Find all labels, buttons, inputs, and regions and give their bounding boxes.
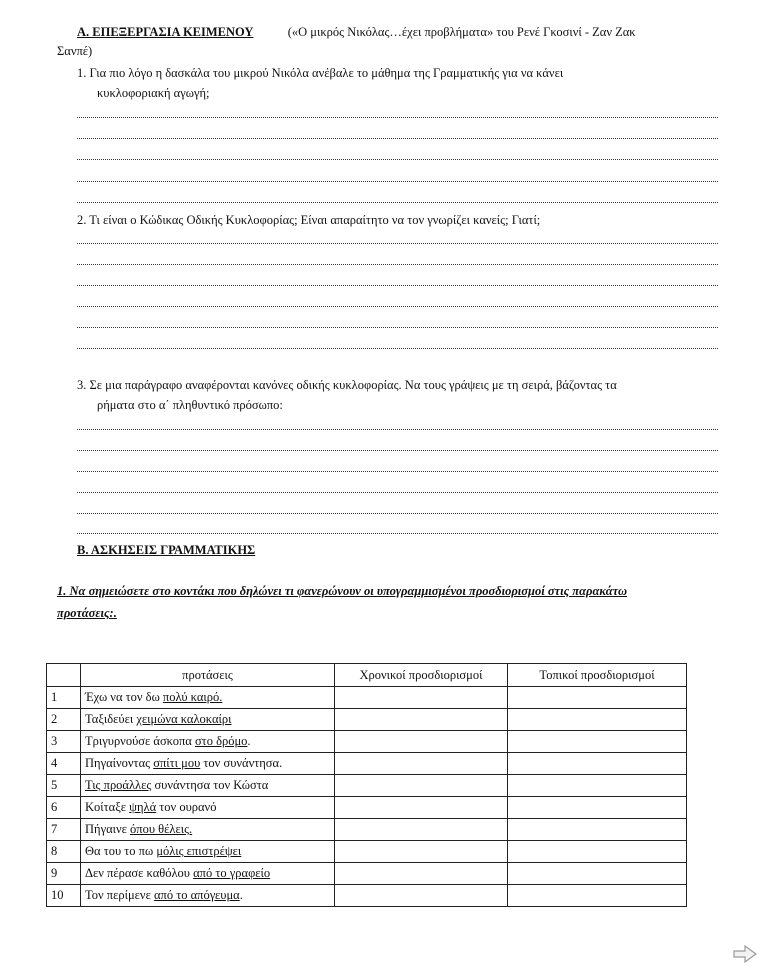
row-number: 5 — [47, 775, 81, 797]
row-number: 4 — [47, 753, 81, 775]
underlined-determiner: πολύ καιρό. — [162, 690, 223, 704]
time-answer-cell[interactable] — [335, 863, 508, 885]
sentence-cell — [81, 885, 335, 907]
time-answer-cell[interactable] — [335, 885, 508, 907]
underlined-determiner: από το γραφείο — [193, 866, 271, 880]
underlined-determiner: Τις προάλλες — [85, 778, 152, 792]
place-answer-cell[interactable] — [508, 775, 687, 797]
answer-line[interactable] — [77, 285, 718, 286]
row-number: 9 — [47, 863, 81, 885]
time-answer-cell[interactable] — [335, 819, 508, 841]
row-number: 8 — [47, 841, 81, 863]
row-number: 2 — [47, 709, 81, 731]
underlined-determiner: χειμώνα καλοκαίρι — [136, 712, 232, 726]
sentence-text: Τον περίμενε — [85, 888, 154, 902]
answer-line[interactable] — [77, 450, 718, 451]
table-row — [47, 775, 687, 797]
time-answer-cell[interactable] — [335, 775, 508, 797]
row-number: 1 — [47, 687, 81, 709]
sentence-text-end: συνάντησα τον Κώστα — [151, 778, 269, 792]
time-answer-cell[interactable] — [335, 797, 508, 819]
table-row — [47, 687, 687, 709]
sentence-cell — [81, 819, 335, 841]
question-1-line2: κυκλοφοριακή αγωγή; — [97, 86, 210, 100]
place-answer-cell[interactable] — [508, 863, 687, 885]
answer-line[interactable] — [77, 348, 718, 349]
place-answer-cell[interactable] — [508, 709, 687, 731]
sentence-text-end: τον ουρανό — [156, 800, 217, 814]
sentence-cell — [81, 841, 335, 863]
sentence-text: Δεν πέρασε καθόλου — [85, 866, 194, 880]
table-row — [47, 863, 687, 885]
time-answer-cell[interactable] — [335, 753, 508, 775]
sentence-cell — [81, 775, 335, 797]
header-time-determiners: Χρονικοί προσδιορισμοί — [335, 664, 508, 687]
table-row — [47, 709, 687, 731]
answer-line[interactable] — [77, 181, 718, 182]
row-number: 7 — [47, 819, 81, 841]
table-row — [47, 841, 687, 863]
time-answer-cell[interactable] — [335, 709, 508, 731]
question-3-line2: ρήματα στο α΄ πληθυντικό πρόσωπο: — [97, 398, 283, 412]
answer-line[interactable] — [77, 306, 718, 307]
sentence-text: Τριγυρνούσε άσκοπα — [85, 734, 195, 748]
header-place-determiners: Τοπικοί προσδιορισμοί — [508, 664, 687, 687]
source-citation: («Ο μικρός Νικόλας…έχει προβλήματα» του Ρενέ Γκοσινί - Ζαν Ζακ — [287, 25, 636, 39]
answer-line[interactable] — [77, 429, 718, 430]
place-answer-cell[interactable] — [508, 731, 687, 753]
answer-line[interactable] — [77, 471, 718, 472]
place-answer-cell[interactable] — [508, 819, 687, 841]
underlined-determiner: ψηλά — [129, 800, 157, 814]
sentence-text-end: . — [247, 734, 251, 748]
underlined-determiner: στο δρόμο — [194, 734, 248, 748]
table-row — [47, 819, 687, 841]
sentence-text: Έχω να τον δω — [85, 690, 163, 704]
exercise-instruction-line2: προτάσεις:. — [57, 606, 117, 620]
sentence-cell — [81, 731, 335, 753]
underlined-determiner: σπίτι μου — [153, 756, 201, 770]
place-answer-cell[interactable] — [508, 687, 687, 709]
section-a-heading-line — [77, 25, 636, 40]
sentence-text-end: τον συνάντησα. — [200, 756, 283, 770]
sentence-text: Θα του το πω — [85, 844, 157, 858]
row-number: 10 — [47, 885, 81, 907]
answer-line[interactable] — [77, 117, 718, 118]
answer-line[interactable] — [77, 202, 718, 203]
sentence-text-end: . — [239, 888, 243, 902]
header-number — [47, 664, 81, 687]
section-a-heading: Α. ΕΠΕΞΕΡΓΑΣΙΑ ΚΕΙΜΕΝΟΥ — [77, 25, 254, 39]
answer-line[interactable] — [77, 327, 718, 328]
header-sentences: προτάσεις — [81, 664, 335, 687]
question-2: 2. Τι είναι ο Κώδικας Οδικής Κυκλοφορίας; Είναι απαραίτητο να τον γνωρίζει κανείς; Γιατί; — [77, 213, 541, 227]
table-row — [47, 885, 687, 907]
sentence-text: Κοίταξε — [85, 800, 130, 814]
time-answer-cell[interactable] — [335, 687, 508, 709]
answer-line[interactable] — [77, 243, 718, 244]
answer-line[interactable] — [77, 533, 718, 534]
place-answer-cell[interactable] — [508, 841, 687, 863]
answer-line[interactable] — [77, 513, 718, 514]
question-3-line1: 3. Σε μια παράγραφο αναφέρονται κανόνες οδικής κυκλοφορίας. Να τους γράψεις με τη σειρά, βάζοντας τα — [77, 378, 617, 392]
table-header-row — [47, 664, 687, 687]
underlined-determiner: μόλις επιστρέψει — [156, 844, 242, 858]
sentence-cell — [81, 863, 335, 885]
sentence-cell — [81, 753, 335, 775]
question-1-line1: 1. Για πιο λόγο η δασκάλα του μικρού Νικόλα ανέβαλε το μάθημα της Γραμματικής για να κάνει — [77, 66, 564, 80]
answer-line[interactable] — [77, 159, 718, 160]
table-row — [47, 753, 687, 775]
table-row — [47, 731, 687, 753]
determiners-table — [46, 663, 687, 907]
sentence-cell — [81, 709, 335, 731]
place-answer-cell[interactable] — [508, 753, 687, 775]
answer-line[interactable] — [77, 138, 718, 139]
sentence-text: Ταξιδεύει — [85, 712, 137, 726]
source-citation-cont: Σανπέ) — [57, 44, 93, 58]
time-answer-cell[interactable] — [335, 731, 508, 753]
answer-line[interactable] — [77, 264, 718, 265]
sentence-cell — [81, 797, 335, 819]
exercise-instruction-line1: 1. Να σημειώσετε στο κοντάκι που δηλώνει τι φανερώνουν οι υπογραμμισμένοι προσδιορισμοί στις παρακάτω — [57, 584, 628, 598]
row-number: 3 — [47, 731, 81, 753]
time-answer-cell[interactable] — [335, 841, 508, 863]
arrow-right-icon[interactable] — [732, 944, 758, 964]
underlined-determiner: όπου θέλεις. — [130, 822, 193, 836]
table-row — [47, 797, 687, 819]
section-b-heading: Β. ΑΣΚΗΣΕΙΣ ΓΡΑΜΜΑΤΙΚΗΣ — [77, 543, 256, 557]
underlined-determiner: από το απόγευμα — [153, 888, 240, 902]
place-answer-cell[interactable] — [508, 797, 687, 819]
answer-line[interactable] — [77, 492, 718, 493]
sentence-cell — [81, 687, 335, 709]
place-answer-cell[interactable] — [508, 885, 687, 907]
sentence-text: Πήγαινε — [85, 822, 131, 836]
sentence-text: Πηγαίνοντας — [85, 756, 154, 770]
row-number: 6 — [47, 797, 81, 819]
